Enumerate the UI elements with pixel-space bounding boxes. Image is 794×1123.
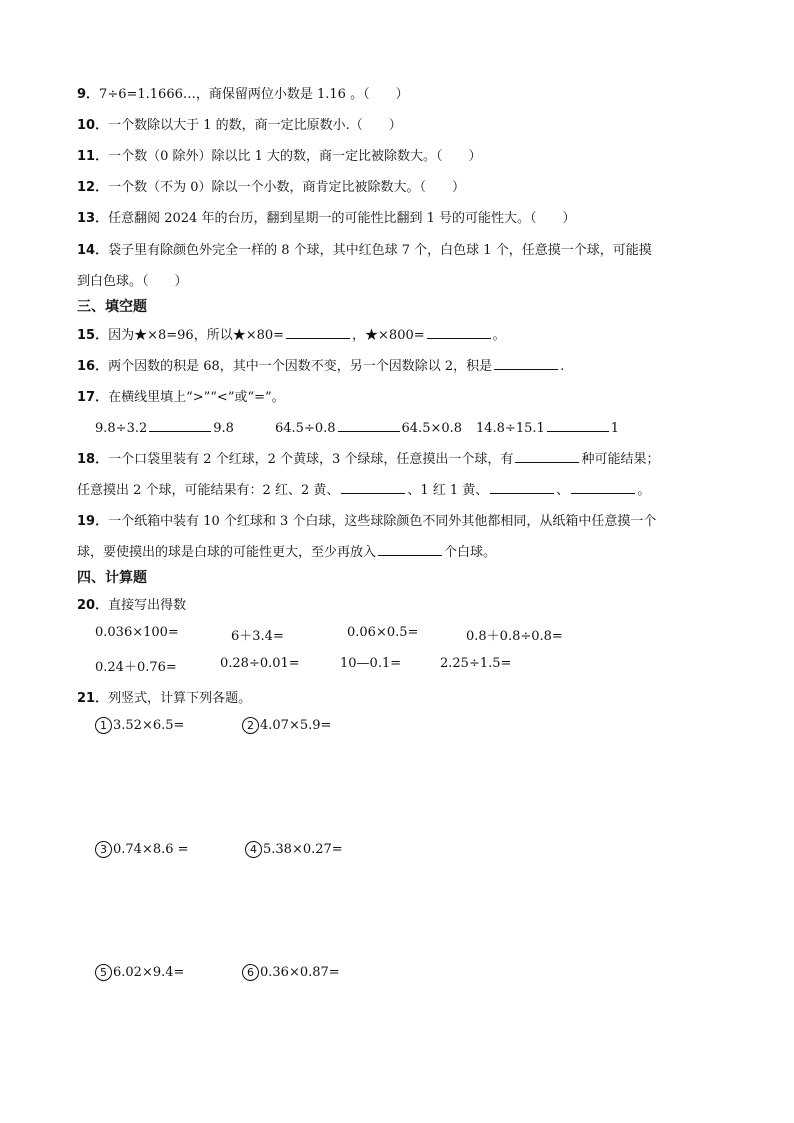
question-text: 球，要使摸出的球是白球的可能性更大，至少再放入 (77, 545, 377, 560)
question-14 (77, 239, 652, 258)
question-text: 一个纸箱中装有 10 个红球和 3 个白球，这些球除颜色不同外其他都相同，从纸箱中任意摸一个 (108, 514, 657, 529)
compare-blank[interactable] (338, 417, 400, 432)
question-19 (77, 510, 656, 529)
question-number: 13． (77, 211, 109, 226)
compare-item-1 (95, 417, 234, 436)
question-number: 14． (77, 243, 109, 258)
circled-number: 2 (242, 717, 259, 734)
oral-calc-item: 0.24＋0.76= (95, 660, 177, 675)
question-number: 12． (77, 180, 109, 195)
oral-calc-item: 10—0.1= (340, 656, 402, 671)
question-text: 一个数（0 除外）除以比 1 大的数，商一定比被除数大。（ ） (108, 149, 482, 164)
vertical-calc-item-1 (95, 717, 184, 734)
circled-number: 6 (242, 964, 259, 981)
vertical-calc-item-2 (242, 717, 331, 734)
question-14-continued (77, 270, 188, 289)
compare-left: 14.8÷15.1 (476, 421, 545, 436)
compare-blank[interactable] (149, 417, 211, 432)
oral-calc-item: 0.8＋0.8÷0.8= (466, 629, 563, 644)
answer-blank[interactable] (515, 448, 579, 463)
question-text: 一个数（不为 0）除以一个小数，商肯定比被除数大。（ ） (108, 180, 465, 195)
section-heading-calc: 四、计算题 (77, 570, 147, 586)
question-number: 18． (77, 452, 109, 467)
answer-blank[interactable] (494, 355, 558, 370)
calc-expression: 3.52×6.5= (113, 718, 185, 733)
question-number: 15． (77, 328, 109, 343)
question-12 (77, 176, 465, 195)
circled-number: 5 (95, 964, 112, 981)
circled-number: 1 (95, 717, 112, 734)
answer-blank[interactable] (427, 324, 491, 339)
question-number: 21． (77, 691, 109, 706)
vertical-calc-item-4 (245, 841, 343, 858)
question-number: 11． (77, 149, 109, 164)
question-number: 9． (77, 87, 100, 102)
compare-left: 9.8÷3.2 (95, 421, 148, 436)
question-text: 列竖式，计算下列各题。 (108, 691, 252, 706)
question-number: 20． (77, 598, 109, 613)
calc-expression: 0.36×0.87= (260, 965, 340, 980)
question-text: 种可能结果； (581, 452, 660, 467)
question-text: 一个数除以大于 1 的数，商一定比原数小.（ ） (108, 118, 402, 133)
question-16 (77, 355, 564, 374)
question-9 (77, 83, 409, 102)
oral-calc-item: 0.06×0.5= (347, 625, 419, 640)
question-text: 任意摸出 2 个球，可能结果有：2 红、2 黄、 (77, 483, 340, 498)
compare-left: 64.5÷0.8 (275, 421, 336, 436)
question-17 (77, 386, 285, 405)
compare-item-2 (275, 417, 462, 436)
question-text: 。 (637, 483, 651, 498)
compare-blank[interactable] (547, 417, 609, 432)
question-18 (77, 448, 659, 467)
compare-right: 9.8 (213, 421, 234, 436)
question-text: 任意翻阅 2024 年的台历，翻到星期一的可能性比翻到 1 号的可能性大。（ ） (108, 211, 576, 226)
vertical-calc-item-6 (242, 964, 340, 981)
question-text: 因为★×8=96，所以★×80= (108, 328, 285, 343)
oral-calc-item: 2.25÷1.5= (440, 656, 512, 671)
compare-right: 1 (610, 421, 620, 436)
answer-blank[interactable] (490, 479, 554, 494)
answer-blank[interactable] (378, 541, 442, 556)
question-text: 、 (556, 483, 570, 498)
calc-expression: 5.38×0.27= (263, 842, 343, 857)
calc-expression: 0.74×8.6 = (113, 842, 189, 857)
question-number: 17． (77, 390, 109, 405)
section-heading-fill: 三、填空题 (77, 299, 147, 315)
question-20 (77, 594, 186, 613)
oral-calc-item: 6＋3.4= (231, 629, 284, 644)
answer-blank[interactable] (571, 479, 635, 494)
vertical-calc-item-5 (95, 964, 184, 981)
question-18-continued (77, 479, 650, 498)
question-text: 7÷6=1.1666…，商保留两位小数是 1.16 。（ ） (99, 87, 409, 102)
calc-expression: 4.07×5.9= (260, 718, 332, 733)
question-number: 16． (77, 359, 109, 374)
question-text: 到白色球。（ ） (77, 274, 188, 289)
question-text: 。 (492, 328, 506, 343)
question-text: 、1 红 1 黄、 (407, 483, 489, 498)
compare-item-3 (476, 417, 619, 436)
circled-number: 3 (95, 841, 112, 858)
question-number: 10． (77, 118, 109, 133)
question-text: 在横线里填上“>”“<”或“=”。 (108, 390, 285, 405)
question-text: . (560, 359, 565, 374)
answer-blank[interactable] (286, 324, 350, 339)
question-text: 两个因数的积是 68，其中一个因数不变，另一个因数除以 2，积是 (108, 359, 493, 374)
calc-expression: 6.02×9.4= (113, 965, 185, 980)
question-15 (77, 324, 506, 343)
vertical-calc-item-3 (95, 841, 189, 858)
question-11 (77, 145, 482, 164)
question-text: 一个口袋里装有 2 个红球，2 个黄球，3 个绿球，任意摸出一个球，有 (108, 452, 514, 467)
question-21 (77, 687, 251, 706)
question-text: ，★×800= (352, 328, 425, 343)
compare-right: 64.5×0.8 (401, 421, 463, 436)
oral-calc-item: 0.036×100= (95, 625, 179, 640)
answer-blank[interactable] (341, 479, 405, 494)
question-10 (77, 114, 402, 133)
question-text: 个白球。 (444, 545, 497, 560)
question-text: 袋子里有除颜色外完全一样的 8 个球，其中红色球 7 个，白色球 1 个，任意摸一个球，可能摸 (108, 243, 652, 258)
oral-calc-item: 0.28÷0.01= (220, 656, 300, 671)
question-19-continued (77, 541, 496, 560)
circled-number: 4 (245, 841, 262, 858)
question-13 (77, 207, 575, 226)
question-text: 直接写出得数 (108, 598, 187, 613)
question-number: 19． (77, 514, 109, 529)
